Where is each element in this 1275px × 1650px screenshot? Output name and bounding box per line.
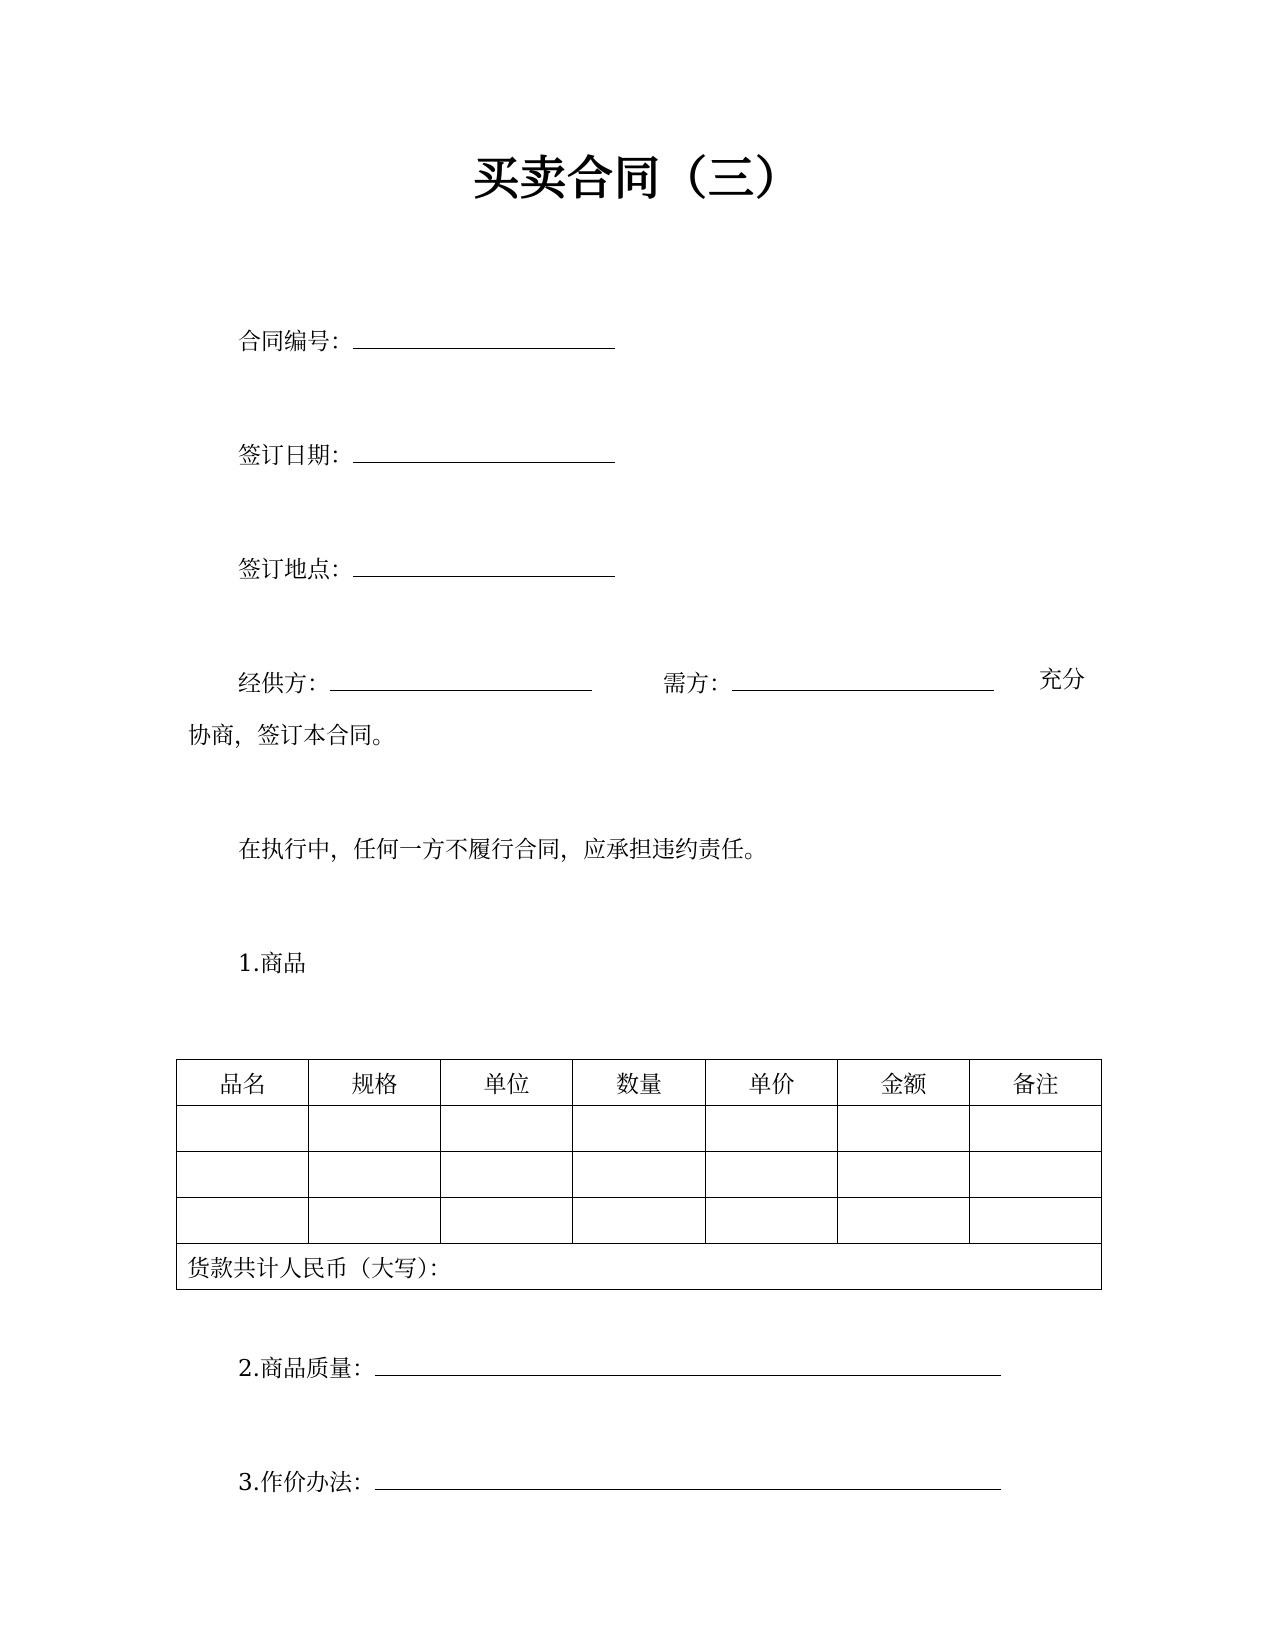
liability-text: 在执行中，任何一方不履行合同，应承担违约责任。 <box>238 837 767 863</box>
goods-table <box>176 1059 1102 1290</box>
section-2-row <box>238 1349 1001 1385</box>
table-cell[interactable] <box>309 1198 441 1244</box>
table-row <box>177 1198 1102 1244</box>
table-cell[interactable] <box>838 1106 970 1152</box>
table-total-row <box>177 1244 1102 1290</box>
buyer-blank[interactable] <box>732 664 994 691</box>
table-cell[interactable] <box>309 1106 441 1152</box>
header-cell: 单价 <box>706 1060 838 1106</box>
sign-date-label: 签订日期： <box>238 443 353 469</box>
table-row <box>177 1152 1102 1198</box>
header-cell: 数量 <box>573 1060 706 1106</box>
table-cell[interactable] <box>706 1198 838 1244</box>
table-cell[interactable] <box>441 1198 573 1244</box>
section-2-label: 2.商品质量： <box>238 1356 375 1382</box>
pricing-method-blank[interactable] <box>375 1463 1001 1490</box>
header-cell: 规格 <box>309 1060 441 1106</box>
sign-place-row <box>238 550 615 586</box>
contract-number-blank[interactable] <box>353 322 615 349</box>
table-cell[interactable] <box>177 1106 309 1152</box>
table-cell[interactable] <box>706 1152 838 1198</box>
buyer-label: 需方： <box>663 671 732 697</box>
document-title: 买卖合同（三） <box>473 151 802 205</box>
sign-date-row <box>238 436 615 472</box>
header-cell: 备注 <box>970 1060 1102 1106</box>
header-cell: 金额 <box>838 1060 970 1106</box>
parties-tail-2: 协商，签订本合同。 <box>188 723 395 749</box>
table-cell[interactable] <box>441 1152 573 1198</box>
table-cell[interactable] <box>177 1198 309 1244</box>
table-cell[interactable] <box>838 1152 970 1198</box>
table-row <box>177 1106 1102 1152</box>
table-cell[interactable] <box>970 1198 1102 1244</box>
table-cell[interactable] <box>838 1198 970 1244</box>
contract-number-label: 合同编号： <box>238 329 353 355</box>
table-cell[interactable] <box>970 1106 1102 1152</box>
table-cell[interactable] <box>573 1198 706 1244</box>
quality-blank[interactable] <box>375 1349 1001 1376</box>
table-cell[interactable] <box>573 1152 706 1198</box>
table-cell[interactable] <box>309 1152 441 1198</box>
contract-number-row <box>238 322 615 358</box>
total-amount-cell[interactable]: 货款共计人民币（大写）： <box>177 1244 1102 1290</box>
sign-place-blank[interactable] <box>353 550 615 577</box>
table-cell[interactable] <box>970 1152 1102 1198</box>
buyer-row <box>663 664 994 700</box>
header-cell: 单位 <box>441 1060 573 1106</box>
sign-date-blank[interactable] <box>353 436 615 463</box>
table-cell[interactable] <box>706 1106 838 1152</box>
supplier-label: 经供方： <box>238 671 330 697</box>
section-3-label: 3.作价办法： <box>238 1470 375 1496</box>
table-header-row <box>177 1060 1102 1106</box>
table-cell[interactable] <box>573 1106 706 1152</box>
supplier-row <box>238 664 592 700</box>
parties-tail-1: 充分 <box>1039 667 1085 693</box>
sign-place-label: 签订地点： <box>238 557 353 583</box>
section-1-title: 1.商品 <box>238 951 306 977</box>
header-cell: 品名 <box>177 1060 309 1106</box>
table-cell[interactable] <box>177 1152 309 1198</box>
section-3-row <box>238 1463 1001 1499</box>
supplier-blank[interactable] <box>330 664 592 691</box>
table-cell[interactable] <box>441 1106 573 1152</box>
